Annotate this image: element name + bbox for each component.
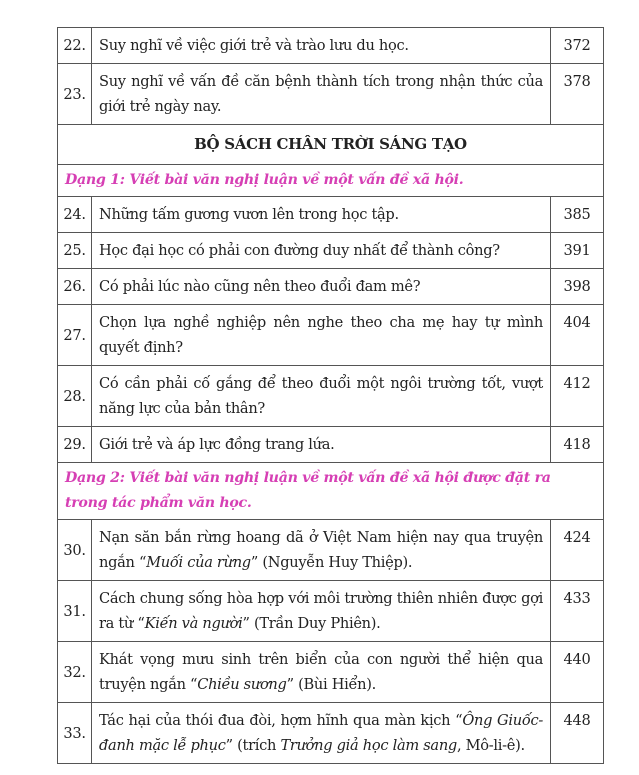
- table-row: [58, 427, 604, 463]
- title-text: Giới trẻ và áp lực đồng trang lứa.: [99, 436, 335, 453]
- table-row: [58, 305, 604, 366]
- item-number: 27.: [58, 305, 92, 366]
- title-text: Tác hại của thói đua đòi, hợm hĩnh qua màn kịch “: [99, 712, 463, 729]
- page-number: 385: [551, 197, 604, 233]
- work-title: Muối của rừng: [146, 554, 251, 571]
- item-title: [92, 28, 551, 64]
- item-number: 25.: [58, 233, 92, 269]
- page-number: 433: [551, 581, 604, 642]
- page-number: 440: [551, 642, 604, 703]
- title-text: ” (Nguyễn Huy Thiệp).: [250, 554, 413, 571]
- item-title: [92, 64, 551, 125]
- section-heading-row: [58, 165, 604, 197]
- page-number: 391: [551, 233, 604, 269]
- table-row: [58, 703, 604, 764]
- item-number: 31.: [58, 581, 92, 642]
- book-series-heading: BỘ SÁCH CHÂN TRỜI SÁNG TẠO: [58, 125, 604, 165]
- item-title: [92, 305, 551, 366]
- work-title: Ông Giuốc-đanh mặc lễ phục: [99, 712, 543, 754]
- page-number: 418: [551, 427, 604, 463]
- book-series-heading-row: [58, 125, 604, 165]
- table-row: [58, 64, 604, 125]
- section-heading-row: [58, 463, 604, 520]
- item-title: [92, 233, 551, 269]
- title-text: Suy nghĩ về vấn đề căn bệnh thành tích trong nhận thức của giới trẻ ngày nay.: [99, 73, 543, 115]
- table-of-contents: [57, 27, 604, 764]
- table-row: [58, 366, 604, 427]
- item-title: [92, 581, 551, 642]
- item-title: [92, 642, 551, 703]
- item-title: [92, 269, 551, 305]
- table-row: [58, 233, 604, 269]
- page-number: 372: [551, 28, 604, 64]
- title-text: Có cần phải cố gắng để theo đuổi một ngôi trường tốt, vượt năng lực của bản thân?: [99, 375, 543, 417]
- title-text: ” (Bùi Hiển).: [286, 676, 377, 693]
- item-number: 32.: [58, 642, 92, 703]
- title-text: , Mô-li-ê).: [456, 737, 525, 754]
- table-row: [58, 197, 604, 233]
- item-title: [92, 197, 551, 233]
- section-heading: Dạng 2: Viết bài văn nghị luận về một vấn đề xã hội được đặt ra trong tác phẩm văn học.: [58, 463, 604, 520]
- title-text: ” (Trần Duy Phiên).: [242, 615, 381, 632]
- title-text: Nạn săn bắn rừng hoang dã ở Việt Nam hiện nay qua truyện ngắn “: [99, 529, 543, 571]
- table-row: [58, 581, 604, 642]
- work-title: Chiều sương: [197, 676, 287, 693]
- title-text: Khát vọng mưu sinh trên biển của con người thể hiện qua truyện ngắn “: [99, 651, 543, 693]
- section-heading: Dạng 1: Viết bài văn nghị luận về một vấn đề xã hội.: [58, 165, 604, 197]
- title-text: Học đại học có phải con đường duy nhất để thành công?: [99, 242, 500, 259]
- page-number: 448: [551, 703, 604, 764]
- title-text: Chọn lựa nghề nghiệp nên nghe theo cha mẹ hay tự mình quyết định?: [99, 314, 543, 356]
- item-number: 24.: [58, 197, 92, 233]
- item-number: 26.: [58, 269, 92, 305]
- item-number: 33.: [58, 703, 92, 764]
- item-number: 30.: [58, 520, 92, 581]
- title-text: Suy nghĩ về việc giới trẻ và trào lưu du học.: [99, 37, 409, 54]
- item-title: [92, 427, 551, 463]
- table-row: [58, 28, 604, 64]
- title-text: ” (trích: [225, 737, 281, 754]
- page-number: 424: [551, 520, 604, 581]
- item-number: 22.: [58, 28, 92, 64]
- page-number: 404: [551, 305, 604, 366]
- work-title: Trưởng giả học làm sang: [280, 737, 457, 754]
- table-row: [58, 520, 604, 581]
- page-number: 378: [551, 64, 604, 125]
- title-text: Có phải lúc nào cũng nên theo đuổi đam mê?: [99, 278, 421, 295]
- title-text: Cách chung sống hòa hợp với môi trường thiên nhiên được gợi ra từ “: [99, 590, 543, 632]
- title-text: Những tấm gương vươn lên trong học tập.: [99, 206, 399, 223]
- page-number: 398: [551, 269, 604, 305]
- item-number: 29.: [58, 427, 92, 463]
- item-title: [92, 366, 551, 427]
- item-title: [92, 520, 551, 581]
- work-title: Kiến và người: [144, 615, 243, 632]
- item-number: 28.: [58, 366, 92, 427]
- table-row: [58, 269, 604, 305]
- item-title: [92, 703, 551, 764]
- item-number: 23.: [58, 64, 92, 125]
- table-row: [58, 642, 604, 703]
- page-number: 412: [551, 366, 604, 427]
